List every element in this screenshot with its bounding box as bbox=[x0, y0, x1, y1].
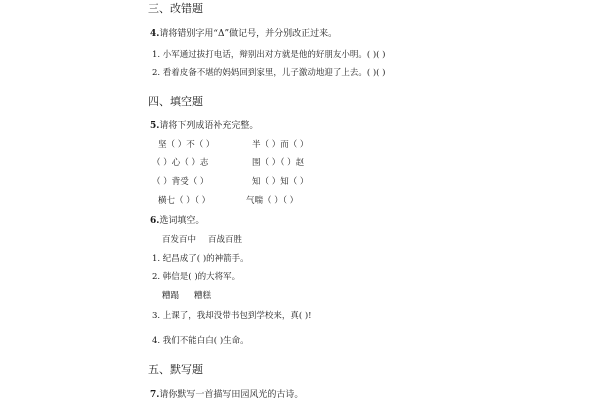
question-4 bbox=[150, 30, 337, 39]
word-choice: 糟蹋 bbox=[162, 291, 180, 301]
q4-line-2: 2. 看着皮备不堪的妈妈回到家里，儿子激动地迎了上去。( )( ) bbox=[152, 68, 386, 78]
q4-line-1: 1. 小军通过拔打电话，辩别出对方就是他的好朋友小明。( )( ) bbox=[152, 50, 386, 60]
section-title-correction: 三、改错题 bbox=[148, 2, 203, 15]
idiom-item: 坚（ ）不（ ） bbox=[158, 140, 215, 150]
sentence-4: 4. 我们不能白白( )生命。 bbox=[152, 336, 249, 346]
question-text: 选词填空。 bbox=[159, 216, 205, 226]
idiom-item: （ ）背受（ ） bbox=[152, 177, 209, 187]
question-number: 7. bbox=[150, 390, 160, 400]
idiom-item: （ ）心（ ）志 bbox=[152, 158, 209, 168]
question-7 bbox=[150, 391, 303, 400]
question-text: 请将下列成语补充完整。 bbox=[159, 121, 259, 131]
idiom-item: 知（ ）知（ ） bbox=[252, 177, 309, 187]
section-title-fill-blanks: 四、填空题 bbox=[148, 95, 203, 108]
word-choice: 百发百中 bbox=[162, 235, 197, 245]
question-5 bbox=[150, 122, 258, 131]
section-title-dictation: 五、默写题 bbox=[148, 363, 203, 376]
question-text: 请你默写一首描写田园风光的古诗。 bbox=[159, 390, 304, 400]
idiom-item: 半（ ）而（ ） bbox=[252, 140, 309, 150]
question-number: 6. bbox=[150, 216, 160, 226]
word-choice: 糟糕 bbox=[194, 291, 212, 301]
idiom-item: 横七（ ）（ ） bbox=[158, 196, 211, 206]
question-6 bbox=[150, 217, 204, 226]
question-text: 请将错别字用“Δ”做记号，并分别改正过来。 bbox=[159, 29, 338, 39]
sentence-1: 1. 纪昌成了( )的神箭手。 bbox=[152, 254, 249, 264]
question-number: 4. bbox=[150, 29, 160, 39]
idiom-item: 气喘（ ）（ ） bbox=[246, 196, 299, 206]
question-number: 5. bbox=[150, 121, 160, 131]
idiom-item: 围（ ）（ ）赵 bbox=[252, 158, 305, 168]
sentence-2: 2. 韩信是( )的大将军。 bbox=[152, 272, 241, 282]
sentence-3: 3. 上课了，我却没带书包到学校来，真( )! bbox=[152, 311, 312, 321]
word-choice: 百战百胜 bbox=[208, 235, 243, 245]
